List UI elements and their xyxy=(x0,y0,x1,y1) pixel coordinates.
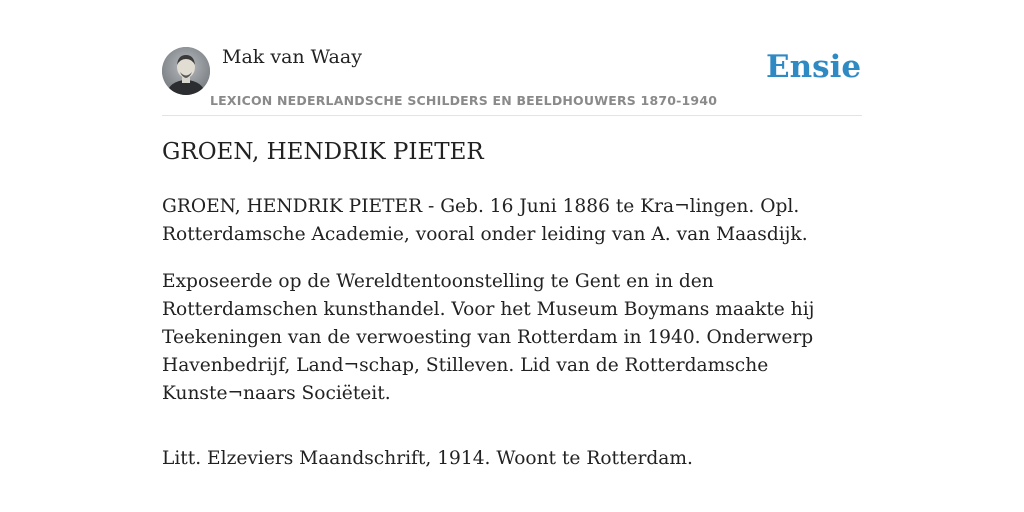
header-divider xyxy=(162,115,862,116)
source-title[interactable]: LEXICON NEDERLANDSCHE SCHILDERS EN BEELDHOUWERS 1870-1940 xyxy=(210,93,718,108)
article-title: GROEN, HENDRIK PIETER xyxy=(162,139,484,165)
article-body xyxy=(162,193,862,492)
article-paragraph: Exposeerde op de Wereldtentoonstelling te Gent en in den Rotterdamschen kunsthandel. Voor het Museum Boymans maakte hij Teekeningen van de verwoesting van Rotterdam in 1940. Onderwerp Havenbedrijf, Land¬schap, Stilleven. Lid van de Rotterdamsche Kunste¬naars Sociëteit. xyxy=(162,271,815,404)
portrait-icon xyxy=(162,47,210,95)
brand-logo[interactable]: Ensie xyxy=(766,49,862,85)
article-paragraph: Litt. Elzeviers Maandschrift, 1914. Woont te Rotterdam. xyxy=(162,448,693,469)
article-paragraph: GROEN, HENDRIK PIETER - Geb. 16 Juni 1886 te Kra¬lingen. Opl. Rotterdamsche Academie, vooral onder leiding van A. van Maasdijk. xyxy=(162,196,808,245)
author-avatar[interactable] xyxy=(162,47,210,95)
author-name[interactable]: Mak van Waay xyxy=(222,46,362,68)
